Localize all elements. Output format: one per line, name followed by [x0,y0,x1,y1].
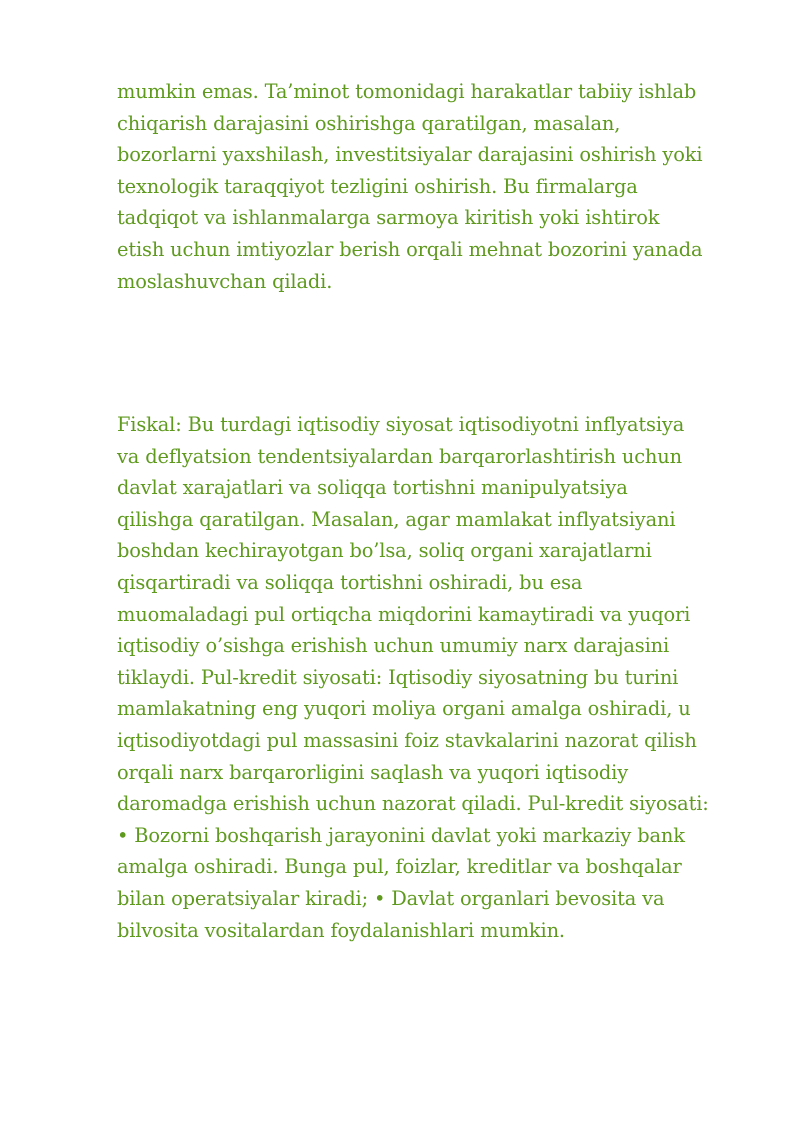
text-line: • Bozorni boshqarish jarayonini davlat yoki markaziy bank [117,823,685,847]
text-line: tadqiqot va ishlanmalarga sarmoya kiritish yoki ishtirok [117,206,660,230]
text-line: qisqartiradi va soliqqa tortishni oshiradi, bu esa [117,570,583,594]
text-line: va deflyatsion tendentsiyalardan barqarorlashtirish uchun [117,444,682,468]
text-line: davlat xarajatlari va soliqqa tortishni manipulyatsiya [117,476,628,500]
text-line: amalga oshiradi. Bunga pul, foizlar, kreditlar va boshqalar [117,855,682,879]
text-line: orqali narx barqarorligini saqlash va yuqori iqtisodiy [117,760,629,784]
text-line: texnologik taraqqiyot tezligini oshirish. Bu firmalarga [117,174,638,198]
text-line: chiqarish darajasini oshirishga qaratilgan, masalan, [117,111,621,135]
paragraph-fiscal-monetary [117,409,747,946]
text-line: tiklaydi. Pul-kredit siyosati: Iqtisodiy siyosatning bu turini [117,665,679,689]
text-line: iqtisodiy o’sishga erishish uchun umumiy narx darajasini [117,634,670,658]
text-line: qilishga qaratilgan. Masalan, agar mamlakat inflyatsiyani [117,507,676,531]
text-line: daromadga erishish uchun nazorat qiladi. Pul-kredit siyosati: [117,792,709,816]
text-line: bilvosita vositalardan foydalanishlari mumkin. [117,918,565,942]
text-line: mamlakatning eng yuqori moliya organi amalga oshiradi, u [117,697,691,721]
text-line: bilan operatsiyalar kiradi; • Davlat organlari bevosita va [117,886,665,910]
text-line: muomaladagi pul ortiqcha miqdorini kamaytiradi va yuqori [117,602,691,626]
text-line: iqtisodiyotdagi pul massasini foiz stavkalarini nazorat qilish [117,728,697,752]
paragraph-supply-side [117,76,747,297]
text-line: moslashuvchan qiladi. [117,269,333,293]
text-line: boshdan kechirayotgan bo’lsa, soliq organi xarajatlarni [117,539,652,563]
text-line: bozorlarni yaxshilash, investitsiyalar darajasini oshirish yoki [117,143,703,167]
text-line: etish uchun imtiyozlar berish orqali mehnat bozorini yanada [117,237,703,261]
text-line: Fiskal: Bu turdagi iqtisodiy siyosat iqtisodiyotni inflyatsiya [117,413,685,436]
text-line: mumkin emas. Ta’minot tomonidagi harakatlar tabiiy ishlab [117,80,697,103]
